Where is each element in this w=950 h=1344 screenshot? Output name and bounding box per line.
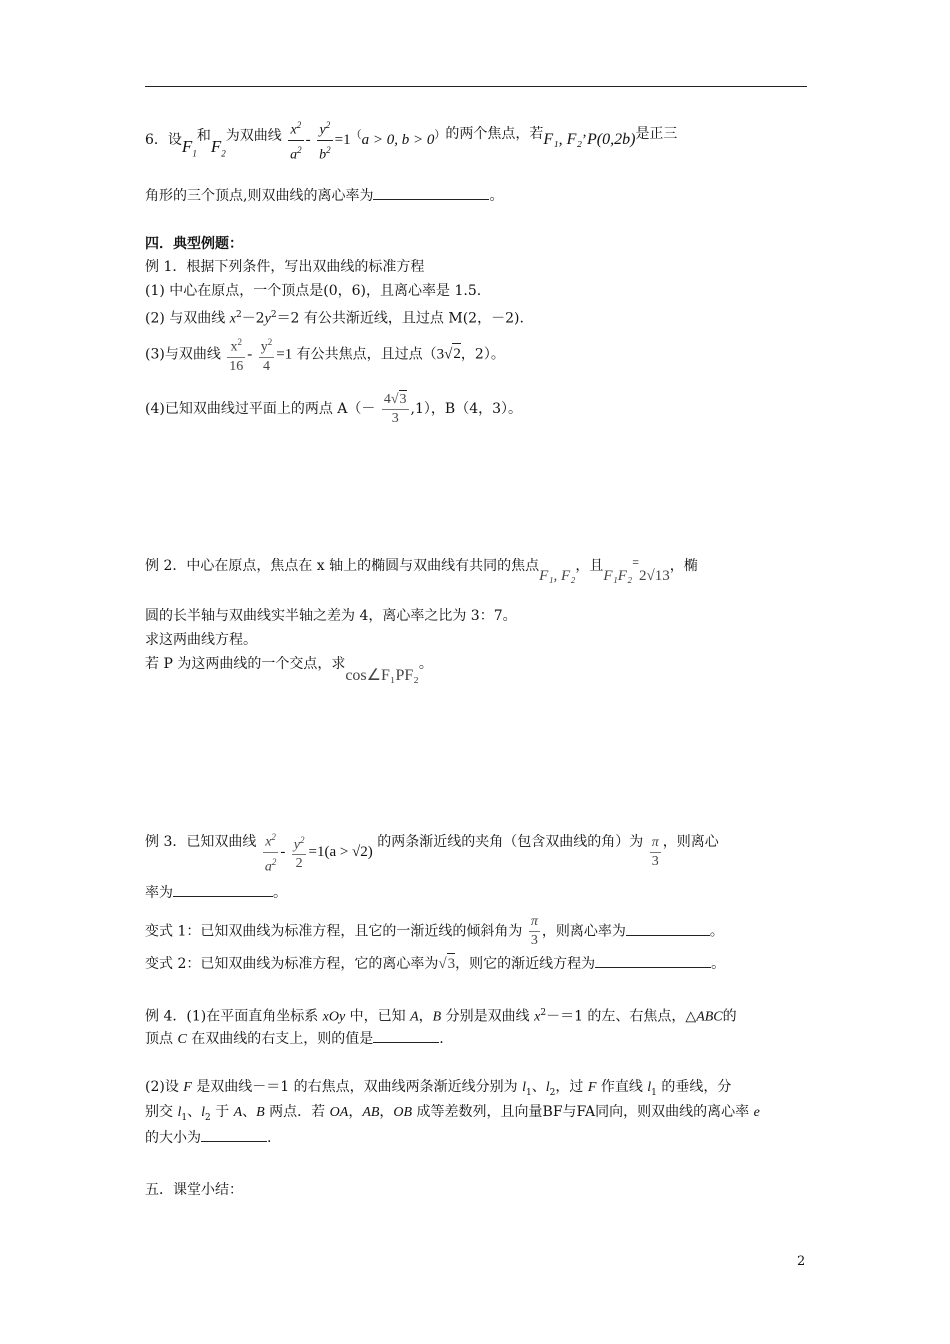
ex2-cos-expression: cos∠F₁PF₂: [345, 667, 419, 684]
q6-f1: $F_1$: [181, 137, 197, 159]
section-4-heading: 四．典型例题：: [145, 236, 243, 252]
ex3-v2-answer-blank[interactable]: [595, 953, 711, 968]
ex1-title: 例 1．根据下列条件，写出双曲线的标准方程: [145, 259, 425, 275]
ex3-variant1: 变式 1：已知双曲线为标准方程，且它的一渐近线的倾斜角为 $\frac{\pi}{3}$ ，则离心率为 。: [145, 914, 724, 948]
ex3-line2: 率为 。: [145, 882, 287, 903]
ex1-frac-y: $\frac{y^2}{4}$: [260, 337, 273, 374]
q6-text-a: 6．设: [145, 132, 182, 149]
ex3-v1-answer-blank[interactable]: [626, 921, 710, 936]
q6-text-c: 的两个焦点，若: [445, 126, 544, 143]
q6-line2-text: 角形的三个顶点,则双曲线的离心率为: [145, 188, 374, 204]
ex2-line2: 圆的长半轴与双曲线实半轴之差为 4，离心率之比为 3：7。: [145, 608, 517, 624]
ex2-line4: 若 P 为这两曲线的一个交点，求cos∠F₁PF₂。: [145, 656, 433, 684]
ex2-distance-value: 2√13: [638, 568, 670, 584]
ex1-item2: (2) 与双曲线 $x^2-2y^2=2$ 有公共渐近线，且过点 M(2，－2).: [145, 310, 524, 327]
q6-frac-y: $\frac{y^2}{b^2}$: [319, 120, 331, 163]
ex4-line2: 顶点 C 在双曲线的右支上，则的值是 .: [145, 1028, 444, 1050]
q6-text-b: 为双曲线: [225, 128, 282, 145]
ex1-item1: (1) 中心在原点，一个顶点是(0，6)，且离心率是 1.5.: [145, 283, 482, 299]
ex4-part2-line3: 的大小为 .: [145, 1127, 271, 1148]
header-rule: [145, 86, 807, 87]
ex2-foci: F₁, F₂: [539, 568, 576, 584]
q6-line1: 6．设$F_1$和$F_2$为双曲线 $\frac{x^2}{a^2}$ - $\frac{y^2}{b^2}$ =1（a > 0, b > 0）的两个焦点，若F₁, F₂’P(0,2b)是正三: [145, 116, 677, 164]
q6-eq-rhs: =1: [334, 132, 351, 149]
q6-points: F₁, F₂: [543, 131, 582, 149]
q6-condition: a > 0, b > 0: [361, 132, 435, 149]
ex3-line1: 例 3．已知双曲线 $\frac{x^2}{a^2}$ - $\frac{y^2}{2}$ =1(a > √2) 的两条渐近线的夹角（包含双曲线的角）为 $\frac{\pi}{3}$ ，则离心: [145, 818, 719, 866]
ex1-item3: (3)与双曲线 $\frac{x^2}{16}$ - $\frac{y^2}{4}$ =1 有公共焦点，且过点（3√2，2）。: [145, 333, 505, 376]
ex2-line3: 求这两曲线方程。: [145, 632, 257, 648]
ex3-answer-blank[interactable]: [173, 882, 273, 897]
ex3-frac-x: $\frac{x^2}{a^2}$: [264, 832, 277, 875]
ex3-angle-frac: $\frac{\pi}{3}$: [651, 834, 659, 869]
q6-text-d: 是正三: [635, 126, 678, 143]
q6-answer-blank[interactable]: [373, 185, 489, 200]
ex4-2-answer-blank[interactable]: [201, 1127, 267, 1142]
page-number: 2: [797, 1254, 806, 1269]
q6-point-p: P(0,2b): [587, 131, 636, 149]
ex1-item4: (4)已知双曲线过平面上的两点 A（－ $\frac{4√3}{3}$ ,1），B（4，3）。: [145, 392, 523, 426]
ex2-line1: 例 2．中心在原点，焦点在 x 轴上的椭圆与双曲线有共同的焦点F₁, F₂，且F₁F₂=2√13，椭: [145, 555, 698, 584]
ex3-condition: =1(a > √2): [308, 844, 373, 861]
ex3-v1-frac: $\frac{\pi}{3}$: [530, 914, 538, 948]
ex1-frac-x: $\frac{x^2}{16}$: [229, 337, 244, 374]
q6-line2: 角形的三个顶点,则双曲线的离心率为 。: [145, 185, 503, 206]
ex4-part2-line2: 别交 $l_1$、$l_2$ 于 A、B 两点．若 OA，AB，OB 成等差数列，且向量BF与FA同向，则双曲线的离心率 e: [145, 1104, 760, 1123]
ex3-frac-y: $\frac{y^2}{2}$: [293, 834, 305, 872]
ex4-part2-line1: (2)设 F 是双曲线－＝1 的右焦点，双曲线两条渐近线分别为 $l_1$、$l_2$，过 F 作直线 $l_1$ 的垂线，分: [145, 1079, 732, 1098]
section-5-heading: 五．课堂小结：: [145, 1182, 243, 1198]
ex2-f1f2: F₁F₂: [603, 568, 633, 584]
ex4-line1: 例 4．(1)在平面直角坐标系 xOy 中，已知 A，B 分别是双曲线 $x^2-=1$ 的左、右焦点，△ABC的: [145, 1008, 737, 1025]
ex3-variant2: 变式 2：已知双曲线为标准方程，它的离心率为√3，则它的渐近线方程为 。: [145, 953, 725, 974]
q6-frac-x: $\frac{x^2}{a^2}$: [290, 120, 302, 163]
q6-f2: $F_2$: [210, 137, 226, 159]
q6-and: 和: [196, 128, 211, 145]
ex1-frac-a: $\frac{4√3}{3}$: [383, 392, 407, 426]
ex4-1-answer-blank[interactable]: [373, 1028, 439, 1043]
